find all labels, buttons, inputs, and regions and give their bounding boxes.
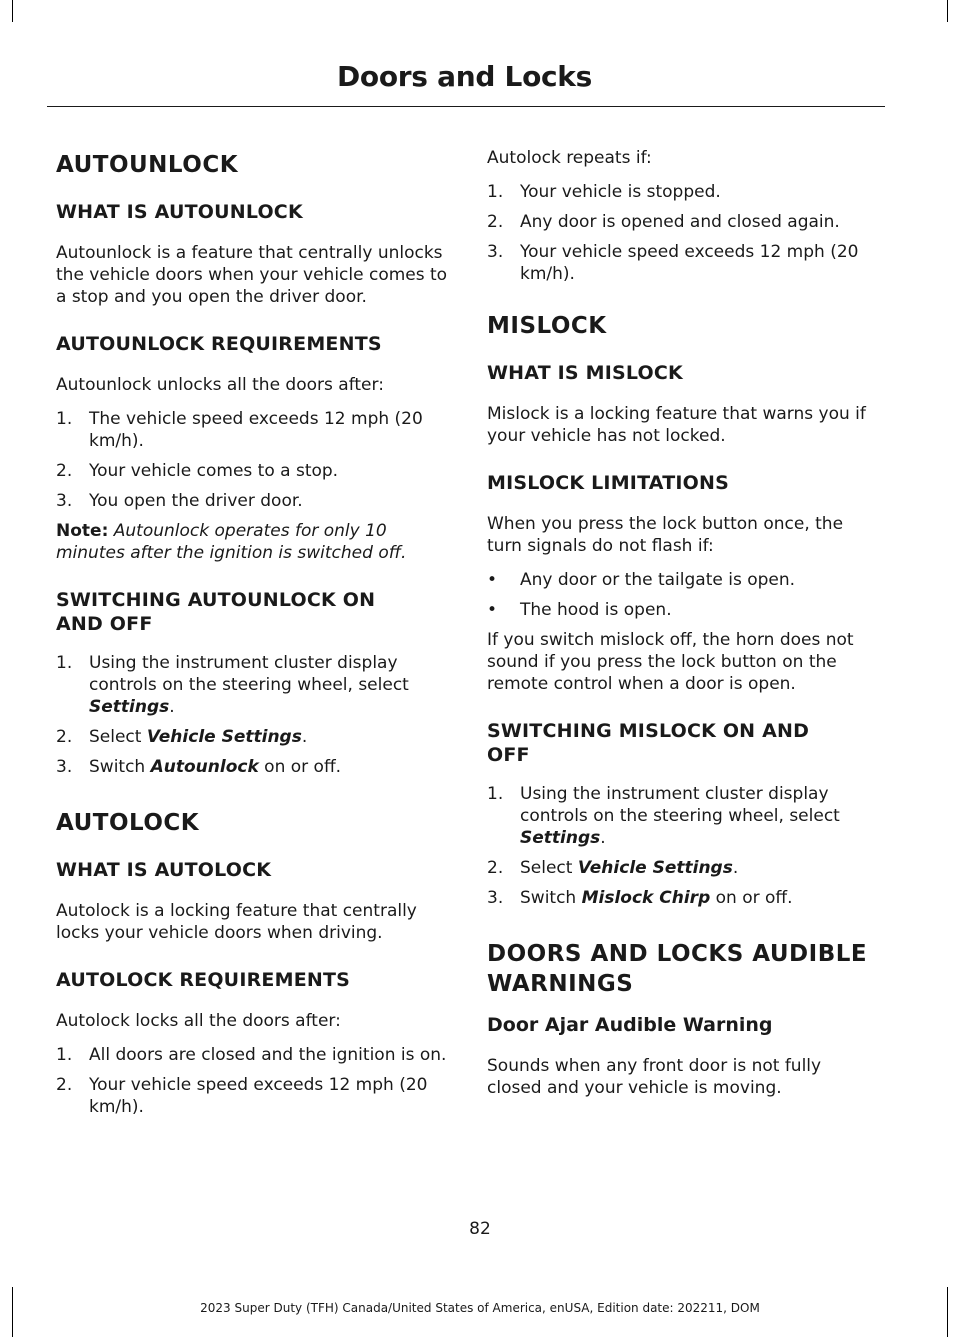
list-item: 1. All doors are closed and the ignition is on. <box>56 1045 447 1065</box>
section-heading-autounlock: AUTOUNLOCK <box>56 152 239 178</box>
section-heading-audible-warnings <box>487 939 879 999</box>
list-item: 3. Switch Autounlock on or off. <box>56 757 342 777</box>
footer-edition: 2023 Super Duty (TFH) Canada/United States of America, enUSA, Edition date: 202211, DOM <box>200 1301 760 1315</box>
ui-term-mislock-chirp: Mislock Chirp <box>581 888 711 908</box>
autolock-repeat-intro: Autolock repeats if: <box>487 148 652 168</box>
subheading-autounlock-requirements: AUTOUNLOCK REQUIREMENTS <box>56 333 382 355</box>
list-item: 2. Your vehicle comes to a stop. <box>56 461 339 481</box>
autolock-req-list <box>56 1044 448 1118</box>
autolock-description: Autolock is a locking feature that centrally locks your vehicle doors when driving. <box>56 901 417 943</box>
subheading-switching-autounlock: SWITCHING AUTOUNLOCK ON AND OFF <box>56 589 376 635</box>
list-item: 2. Select Vehicle Settings. <box>56 727 308 747</box>
list-item: 2. Select Vehicle Settings. <box>487 858 739 878</box>
header-rule <box>47 106 885 107</box>
autolock-req-intro: Autolock locks all the doors after: <box>56 1011 341 1031</box>
door-ajar-description: Sounds when any front door is not fully closed and your vehicle is moving. <box>487 1056 822 1098</box>
mislock-limitations-list <box>487 569 879 621</box>
right-column <box>487 140 879 1111</box>
subheading-door-ajar-warning: Door Ajar Audible Warning <box>487 1014 773 1036</box>
audible-heading-line1: DOORS AND LOCKS AUDIBLE <box>487 941 868 967</box>
ui-term-vehicle-settings: Vehicle Settings <box>146 727 302 747</box>
list-item: 3. Switch Mislock Chirp on or off. <box>487 888 793 908</box>
section-heading-mislock: MISLOCK <box>487 313 607 339</box>
list-item: 1. Using the instrument cluster display controls on the steering wheel, select Settings. <box>56 653 409 717</box>
mislock-limitations-intro: When you press the lock button once, the turn signals do not flash if: <box>487 514 844 556</box>
ui-term-autounlock: Autounlock <box>150 757 259 777</box>
subheading-mislock-limitations: MISLOCK LIMITATIONS <box>487 472 729 494</box>
autounlock-description: Autounlock is a feature that centrally unlocks the vehicle doors when your vehicle comes to a stop and you open the driver door. <box>56 243 448 307</box>
list-item: 1. Your vehicle is stopped. <box>487 182 721 202</box>
left-column <box>56 140 448 1126</box>
crop-mark-top-right <box>947 0 948 22</box>
list-item: 2. Your vehicle speed exceeds 12 mph (20 km/h). <box>56 1075 428 1117</box>
autounlock-note <box>56 520 448 564</box>
page-number: 82 <box>469 1219 491 1239</box>
autounlock-req-list <box>56 408 448 512</box>
mislock-horn-text: If you switch mislock off, the horn does not sound if you press the lock button on the remote control when a door is open. <box>487 630 854 694</box>
subheading-autolock-requirements: AUTOLOCK REQUIREMENTS <box>56 969 351 991</box>
autounlock-req-intro: Autounlock unlocks all the doors after: <box>56 375 384 395</box>
list-item: 2. Any door is opened and closed again. <box>487 212 840 232</box>
mislock-switch-steps <box>487 783 879 909</box>
ui-term-vehicle-settings: Vehicle Settings <box>577 858 733 878</box>
list-item: 3. You open the driver door. <box>56 491 303 511</box>
mislock-description: Mislock is a locking feature that warns you if your vehicle has not locked. <box>487 404 866 446</box>
autolock-repeat-list <box>487 181 879 285</box>
crop-mark-top-left <box>12 0 13 22</box>
section-heading-autolock: AUTOLOCK <box>56 810 200 836</box>
subheading-what-is-autounlock: WHAT IS AUTOUNLOCK <box>56 201 303 223</box>
ui-term-settings: Settings <box>520 828 601 848</box>
list-item: 1. Using the instrument cluster display controls on the steering wheel, select Settings. <box>487 784 840 848</box>
subheading-what-is-mislock: WHAT IS MISLOCK <box>487 362 683 384</box>
autounlock-switch-steps <box>56 652 448 778</box>
page-title: Doors and Locks <box>336 60 592 93</box>
ui-term-settings: Settings <box>89 697 170 717</box>
note-label: Note: <box>56 521 109 541</box>
list-item: 3. Your vehicle speed exceeds 12 mph (20 km/h). <box>487 242 859 284</box>
list-item: 1. The vehicle speed exceeds 12 mph (20 km/h). <box>56 409 423 451</box>
audible-heading-line2: WARNINGS <box>487 971 634 997</box>
list-item: • Any door or the tailgate is open. <box>487 570 796 590</box>
list-item: • The hood is open. <box>487 600 672 620</box>
subheading-what-is-autolock: WHAT IS AUTOLOCK <box>56 859 272 881</box>
subheading-switching-mislock: SWITCHING MISLOCK ON AND OFF <box>487 720 810 766</box>
note-text: Autounlock operates for only 10 minutes after the ignition is switched off. <box>56 521 407 563</box>
